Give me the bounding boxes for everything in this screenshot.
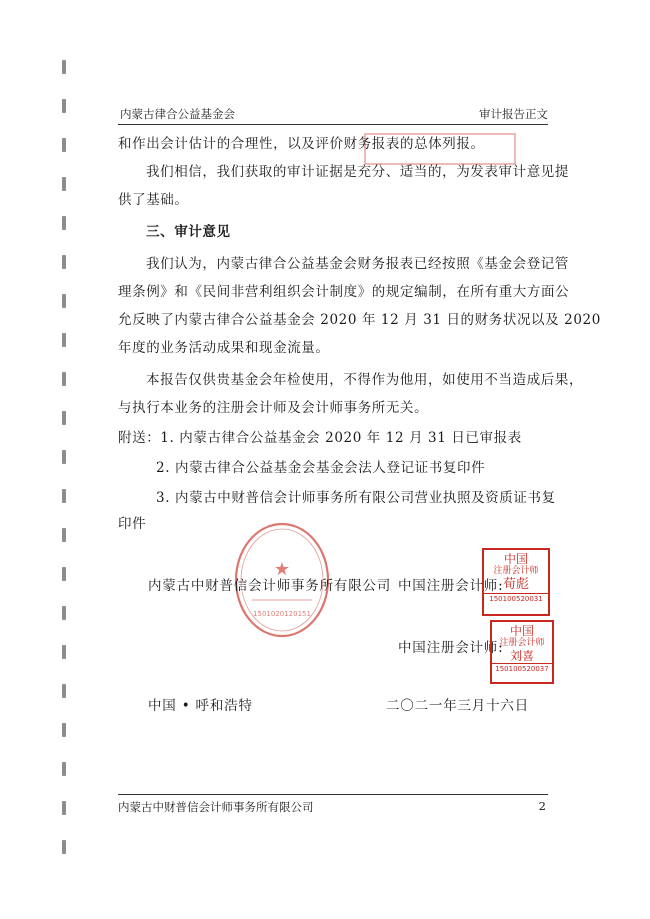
binding-marks (62, 60, 68, 880)
cpa-stamp-2-number: 150100520037 (492, 663, 552, 674)
binding-mark (62, 177, 66, 191)
paragraph-line: 允反映了内蒙古律合公益基金会 2020 年 12 月 31 日的财务状况以及 2020 (118, 312, 601, 328)
binding-mark (62, 450, 66, 464)
paragraph-line: 我们相信，我们获取的审计证据是充分、适当的，为发表审计意见提 (146, 164, 569, 180)
binding-mark (62, 216, 66, 230)
cpa-stamp-1-number: 150100520031 (484, 593, 548, 604)
svg-text:★: ★ (273, 559, 291, 580)
page-footer (118, 794, 548, 813)
firm-seal-number: 1501020120151 (253, 610, 311, 618)
attachment-item: 附送：1. 内蒙古律合公益基金会 2020 年 12 月 31 日已审报表 (118, 430, 522, 446)
signature-location: 中国 • 呼和浩特 (148, 698, 253, 714)
signature-firm: 内蒙古中财普信会计师事务所有限公司 (148, 578, 392, 594)
binding-mark (62, 372, 66, 386)
binding-mark (62, 411, 66, 425)
header-org: 内蒙古律合公益基金会 (120, 107, 235, 121)
binding-mark (62, 489, 66, 503)
binding-mark (62, 255, 66, 269)
cpa-stamp-2 (490, 620, 554, 684)
binding-mark (62, 606, 66, 620)
cpa-label-1: 中国注册会计师: (398, 578, 504, 594)
binding-mark (62, 567, 66, 581)
footer-firm: 内蒙古中财普信会计师事务所有限公司 (118, 800, 314, 814)
paragraph-line: 本报告仅供贵基金会年检使用，不得作为他用，如使用不当造成后果， (146, 372, 584, 388)
cpa-stamp-2-sub: 注册会计师 (499, 638, 545, 648)
page-header (118, 106, 548, 125)
section-heading: 三、审计意见 (146, 224, 231, 240)
binding-mark (62, 138, 66, 152)
header-section: 审计报告正文 (479, 107, 548, 121)
binding-mark (62, 645, 66, 659)
binding-mark (62, 60, 66, 74)
attachment-item: 印件 (118, 516, 147, 532)
paragraph-line: 年度的业务活动成果和现金流量。 (118, 340, 330, 356)
paragraph-line: 我们认为，内蒙古律合公益基金会财务报表已经按照《基金会登记管 (146, 256, 569, 272)
binding-mark (62, 684, 66, 698)
page-number: 2 (538, 799, 546, 813)
binding-mark (62, 762, 66, 776)
cpa-stamp-1 (482, 548, 550, 616)
cpa-label-2: 中国注册会计师: (398, 640, 504, 656)
binding-mark (62, 99, 66, 113)
cpa-stamp-1-title: 中国 (503, 552, 528, 566)
binding-mark (62, 723, 66, 737)
binding-mark (62, 840, 66, 854)
signature-date: 二〇二一年三月十六日 (386, 698, 529, 714)
attachment-item: 2. 内蒙古律合公益基金会基金会法人登记证书复印件 (156, 460, 486, 476)
paragraph-line: 供了基础。 (118, 192, 189, 208)
binding-mark (62, 801, 66, 815)
attachment-item: 3. 内蒙古中财普信会计师事务所有限公司营业执照及资质证书复 (156, 490, 556, 506)
binding-mark (62, 528, 66, 542)
paragraph-line: 与执行本业务的注册会计师及会计师事务所无关。 (118, 400, 429, 416)
cpa-stamp-2-name: 刘喜 (509, 649, 534, 663)
cpa-stamp-1-name: 荀彪 (502, 577, 529, 592)
binding-mark (62, 294, 66, 308)
binding-mark (62, 333, 66, 347)
cpa-stamp-2-title: 中国 (509, 624, 534, 638)
paragraph-line: 和作出会计估计的合理性，以及评价财务报表的总体列报。 (118, 136, 485, 152)
paragraph-line: 理条例》和《民间非营利组织会计制度》的规定编制，在所有重大方面公 (118, 284, 570, 300)
cpa-stamp-1-sub: 注册会计师 (493, 566, 539, 576)
